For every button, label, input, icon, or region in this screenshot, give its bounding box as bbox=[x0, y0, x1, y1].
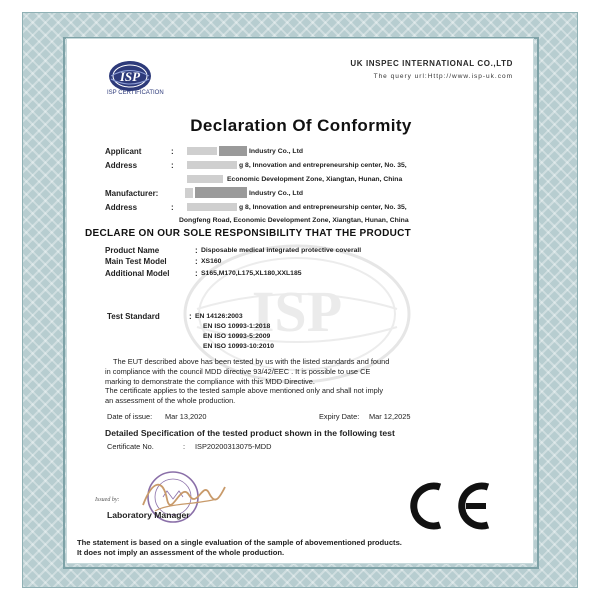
test-standard-item: EN 14126:2003 bbox=[195, 313, 243, 320]
redaction-box bbox=[187, 203, 237, 211]
redaction-box bbox=[187, 175, 223, 183]
colon: : bbox=[195, 257, 198, 266]
paragraph-line: The certificate applies to the tested sample above mentioned only and shall not imply bbox=[105, 386, 384, 396]
manufacturer-address-label: Address bbox=[105, 203, 138, 212]
test-standard-item: EN ISO 10993-1:2018 bbox=[203, 323, 271, 330]
logo-caption: ISP CERTIFICATION bbox=[107, 90, 164, 96]
query-url: The query url:Http://www.isp-uk.com bbox=[373, 73, 513, 80]
expiry-date-value: Mar 12,2025 bbox=[369, 412, 411, 421]
applicant-label: Applicant bbox=[105, 147, 142, 156]
paragraph-line: an assessment of the whole production. bbox=[105, 396, 236, 406]
colon: : bbox=[183, 442, 186, 451]
issue-date-value: Mar 13,2020 bbox=[165, 412, 207, 421]
main-test-model-value: XS160 bbox=[201, 258, 222, 265]
issued-by-label: Issued by: bbox=[95, 497, 120, 503]
product-name-value: Disposable medical integrated protective coverall bbox=[201, 247, 362, 254]
manufacturer-address-line2: Dongfeng Road, Economic Development Zone, Xiangtan, Hunan, China bbox=[179, 217, 409, 224]
page-title: Declaration Of Conformity bbox=[190, 116, 412, 135]
specification-heading: Detailed Specification of the tested product shown in the following test bbox=[105, 428, 395, 438]
manufacturer-label: Manufacturer: bbox=[105, 189, 159, 198]
statement-line: It does not imply an assessment of the whole production. bbox=[77, 548, 285, 557]
additional-model-value: S165,M170,L175,XL180,XXL185 bbox=[201, 270, 302, 277]
redaction-box bbox=[195, 187, 247, 198]
paragraph-line: The EUT described above has been tested by us with the listed standards and found bbox=[113, 357, 390, 366]
colon: : bbox=[195, 246, 198, 255]
compliance-paragraph bbox=[105, 357, 525, 406]
colon: : bbox=[189, 312, 192, 321]
ce-mark-icon bbox=[400, 481, 500, 531]
certificate-number-value: ISP20200313075-MDD bbox=[195, 442, 272, 451]
laboratory-manager-label: Laboratory Manager bbox=[107, 510, 190, 520]
applicant-address-line2: Economic Development Zone, Xiangtan, Hunan, China bbox=[227, 176, 403, 183]
colon: : bbox=[195, 269, 198, 278]
applicant-address-line1: g 8, Innovation and entrepreneurship center, No. 35, bbox=[239, 162, 407, 169]
organization-name: UK INSPEC INTERNATIONAL CO.,LTD bbox=[350, 59, 513, 68]
certificate-paper bbox=[66, 38, 534, 564]
certificate-number-label: Certificate No. bbox=[107, 442, 154, 451]
redaction-box bbox=[187, 147, 217, 155]
declare-heading: DECLARE ON OUR SOLE RESPONSIBILITY THAT THE PRODUCT bbox=[85, 228, 412, 239]
test-standard-item: EN ISO 10993-5:2009 bbox=[203, 333, 271, 340]
applicant-name: Industry Co., Ltd bbox=[249, 148, 303, 155]
svg-text:ISP: ISP bbox=[119, 69, 141, 84]
product-name-label: Product Name bbox=[105, 246, 160, 255]
expiry-date-label: Expiry Date: bbox=[319, 412, 360, 421]
manufacturer-address-line1: g 8, Innovation and entrepreneurship center, No. 35, bbox=[239, 204, 407, 211]
paragraph-line: in compliance with the council MDD directive 93/42/EEC . It is possible to use CE bbox=[105, 366, 371, 376]
statement-line: The statement is based on a single evaluation of the sample of abovementioned products. bbox=[77, 538, 402, 547]
test-standard-item: EN ISO 10993-10:2010 bbox=[203, 343, 275, 350]
colon: : bbox=[171, 147, 174, 156]
applicant-address-label: Address bbox=[105, 161, 138, 170]
test-standard-label: Test Standard bbox=[107, 312, 160, 321]
redaction-box bbox=[187, 161, 237, 169]
paragraph-line: marking to demonstrate the compliance with this MDD Directive. bbox=[105, 376, 315, 386]
svg-text:ISP: ISP bbox=[251, 279, 343, 344]
colon: : bbox=[171, 203, 174, 212]
main-test-model-label: Main Test Model bbox=[105, 257, 167, 266]
isp-logo-icon bbox=[107, 57, 153, 103]
additional-model-label: Additional Model bbox=[105, 269, 170, 278]
footer-statement bbox=[77, 538, 527, 558]
colon: : bbox=[171, 161, 174, 170]
manufacturer-name: Industry Co., Ltd bbox=[249, 190, 303, 197]
redaction-box bbox=[219, 146, 247, 156]
redaction-box bbox=[185, 188, 193, 198]
issue-date-label: Date of issue: bbox=[107, 412, 153, 421]
